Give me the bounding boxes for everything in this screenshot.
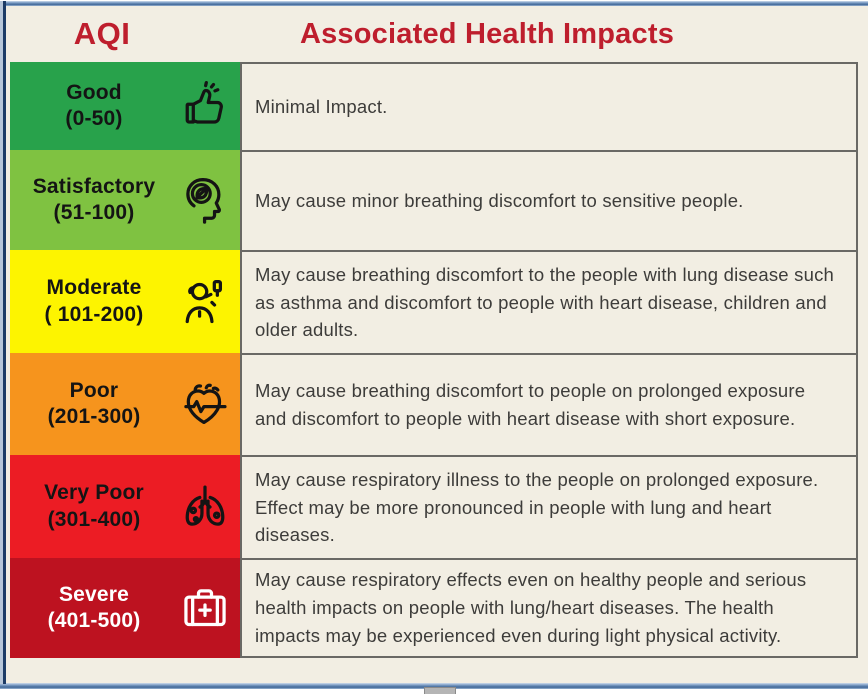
category-range: (301-400) <box>47 507 141 531</box>
table-row <box>10 353 858 455</box>
thumbs-up-icon <box>174 80 236 132</box>
aqi-category-cell-very-poor <box>10 455 240 558</box>
impact-cell <box>240 250 858 353</box>
head-leaf-icon <box>174 174 236 226</box>
aqi-category-cell-good <box>10 62 240 150</box>
category-name: Poor <box>69 378 119 402</box>
aqi-category-cell-severe <box>10 558 240 658</box>
category-range: (51-100) <box>53 201 135 224</box>
table-row <box>10 150 858 250</box>
coughing-person-icon <box>174 276 236 328</box>
impact-text: May cause minor breathing discomfort to sensitive people. <box>255 190 744 212</box>
table-row <box>10 455 858 558</box>
impact-cell <box>240 558 858 658</box>
table-row <box>10 558 858 658</box>
category-range: (201-300) <box>47 405 141 428</box>
heart-ecg-icon <box>174 378 236 430</box>
first-aid-kit-icon <box>174 582 236 634</box>
aqi-category-cell-poor <box>10 353 240 455</box>
impact-text: May cause respiratory effects even on healthy people and serious health impacts on people with lung/heart diseases. The health impacts may be experienced even during light physical activity. <box>255 569 807 646</box>
aqi-table-canvas <box>6 6 868 683</box>
table-left-border <box>3 1 6 684</box>
impact-cell <box>240 353 858 455</box>
selection-border-top <box>0 1 868 6</box>
category-name: Very Poor <box>44 481 144 505</box>
aqi-table <box>10 62 858 658</box>
impact-cell <box>240 62 858 150</box>
category-range: (401-500) <box>47 609 141 632</box>
table-row <box>10 62 858 150</box>
aqi-column-header: AQI <box>73 16 131 51</box>
category-range: (0-50) <box>65 107 123 130</box>
category-name: Good <box>66 80 122 104</box>
category-range: ( 101-200) <box>44 302 144 326</box>
impact-text: Minimal Impact. <box>255 96 388 118</box>
impact-text: May cause respiratory illness to the people on prolonged exposure. Effect may be more pronounced in people with lung and heart diseases. <box>255 468 819 546</box>
aqi-category-cell-satisfactory <box>10 150 240 250</box>
category-name: Satisfactory <box>32 174 156 198</box>
lungs-icon <box>174 481 236 533</box>
impact-cell <box>240 455 858 558</box>
category-name: Moderate <box>46 276 142 300</box>
impacts-column-header: Associated Health Impacts <box>299 17 675 50</box>
impact-text: May cause breathing discomfort to the people with lung disease such as asthma and discomfort to people with heart disease, children and older adults. <box>255 263 835 341</box>
impact-cell <box>240 150 858 250</box>
impact-text: May cause breathing discomfort to people on prolonged exposure and discomfort to people with heart disease with short exposure. <box>255 380 806 429</box>
table-header <box>10 6 868 62</box>
aqi-category-cell-moderate <box>10 250 240 353</box>
table-row <box>10 250 858 353</box>
category-name: Severe <box>58 582 130 606</box>
